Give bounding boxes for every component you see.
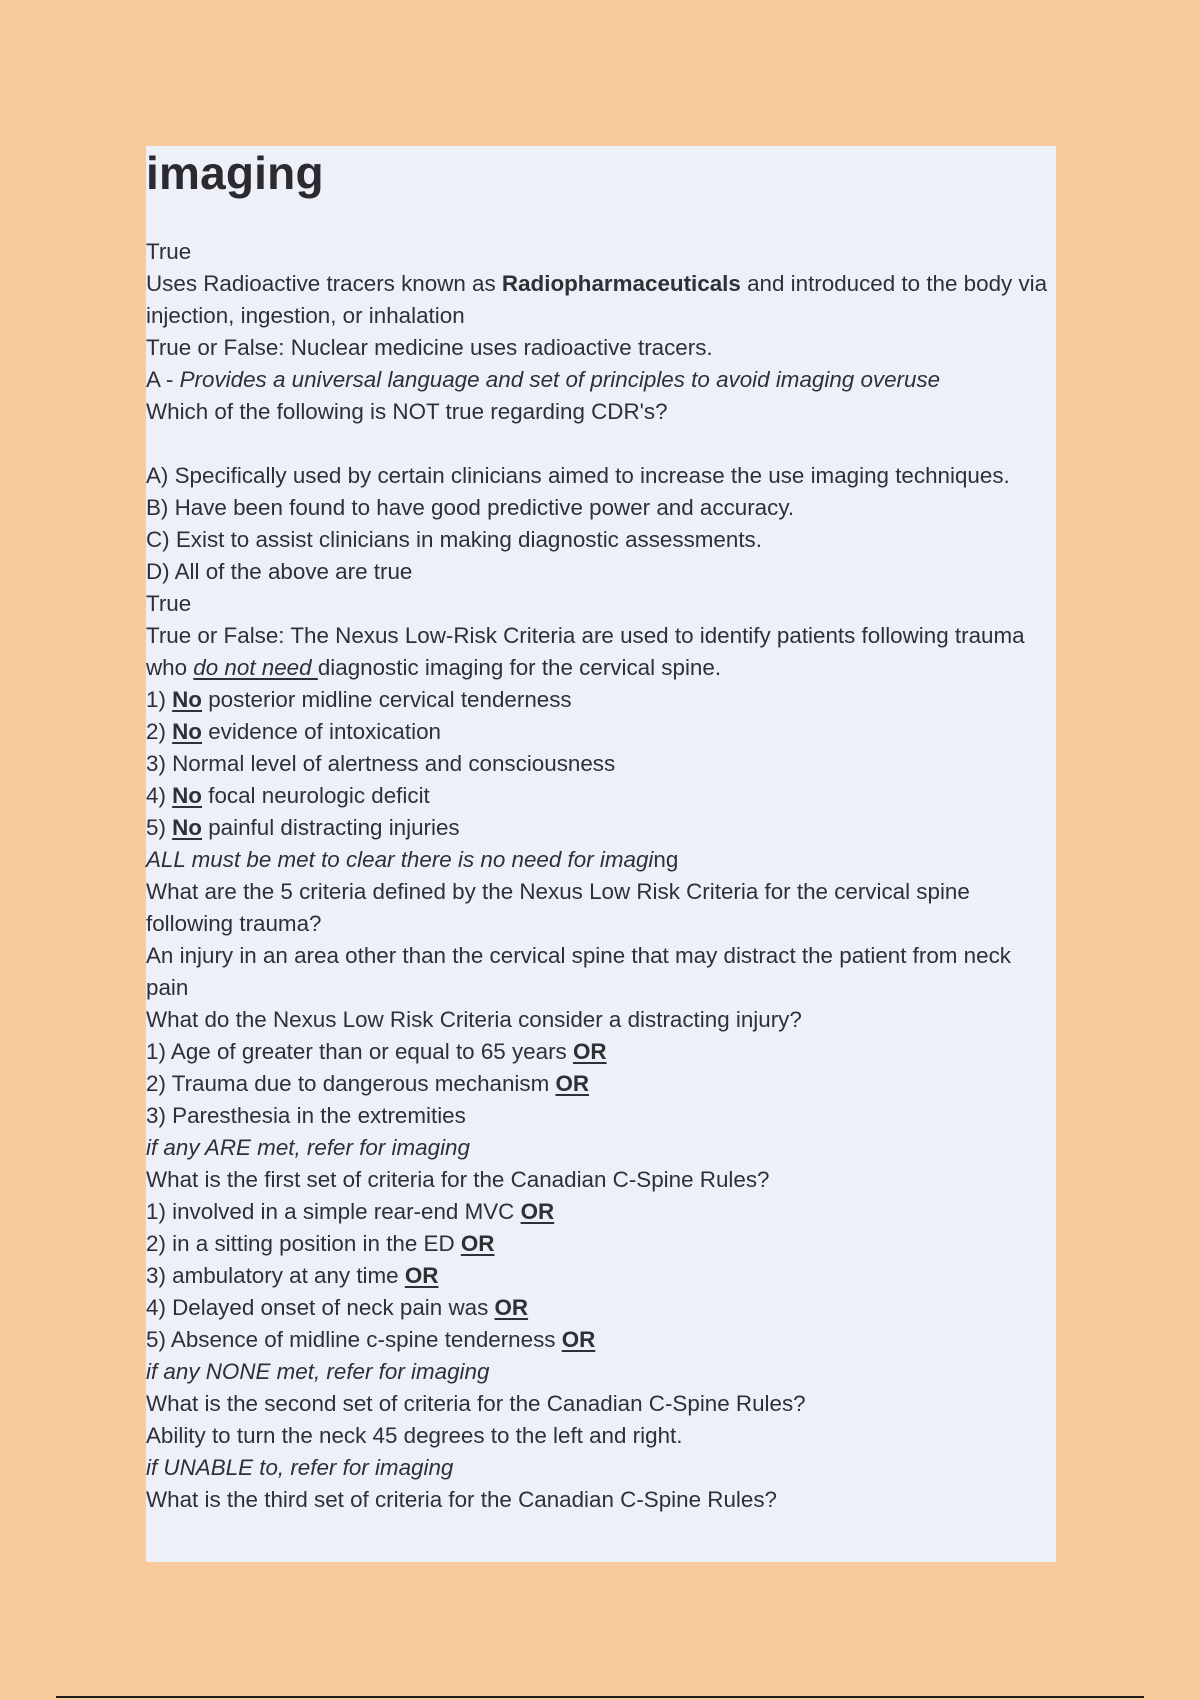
text-run: 2) in a sitting position in the ED: [146, 1231, 461, 1256]
text-line: [146, 812, 1056, 844]
text-run: 4): [146, 783, 173, 808]
flashcard-text: [146, 236, 1056, 1516]
text-run: 1): [146, 687, 173, 712]
text-run: 3) ambulatory at any time: [146, 1263, 405, 1288]
text-run: 1) Age of greater than or equal to 65 years: [146, 1039, 573, 1064]
text-line: True: [146, 239, 192, 264]
text-line: [146, 716, 1056, 748]
bold-term: Radiopharmaceuticals: [501, 271, 741, 296]
text-line: if any ARE met, refer for imaging: [146, 1135, 470, 1160]
bold-underlined-text: OR: [460, 1231, 495, 1256]
text-run: 1) involved in a simple rear-end MVC: [146, 1199, 521, 1224]
bold-underlined-text: No: [172, 687, 202, 712]
text-run: focal neurologic deficit: [202, 783, 430, 808]
text-run: 5) Absence of midline c-spine tenderness: [146, 1327, 562, 1352]
text-line: A) Specifically used by certain clinicians aimed to increase the use imaging techniques.: [146, 463, 1010, 488]
text-line: B) Have been found to have good predictive power and accuracy.: [146, 495, 795, 520]
text-line: [146, 1068, 1056, 1100]
text-run: ng: [653, 847, 679, 872]
text-line: [146, 1260, 1056, 1292]
document-page: [146, 146, 1056, 1562]
text-line: What is the first set of criteria for the Canadian C-Spine Rules?: [146, 1167, 770, 1192]
text-line: 3) Normal level of alertness and consciousness: [146, 751, 616, 776]
bold-underlined-text: OR: [520, 1199, 555, 1224]
bold-underlined-text: OR: [572, 1039, 607, 1064]
text-line: [146, 1324, 1056, 1356]
text-run: 2): [146, 719, 173, 744]
text-line: What is the third set of criteria for the Canadian C-Spine Rules?: [146, 1487, 777, 1512]
text-run: 2) Trauma due to dangerous mechanism: [146, 1071, 556, 1096]
text-line: [146, 844, 1056, 876]
text-line: [146, 1196, 1056, 1228]
text-run: and introduced to the body via injection, ingestion, or inhalation: [146, 271, 1048, 328]
bold-underlined-text: OR: [404, 1263, 439, 1288]
text-line: D) All of the above are true: [146, 559, 413, 584]
footer-divider: [56, 1696, 1144, 1698]
text-line: [146, 1292, 1056, 1324]
italic-text: Provides a universal language and set of principles to avoid imaging overuse: [179, 367, 941, 392]
text-run: 4) Delayed onset of neck pain was: [146, 1295, 495, 1320]
page-title: imaging: [146, 147, 324, 199]
text-line: if UNABLE to, refer for imaging: [146, 1455, 454, 1480]
text-line: [146, 268, 1056, 332]
text-line: 3) Paresthesia in the extremities: [146, 1103, 466, 1128]
italic-underlined-text: do not need: [193, 655, 318, 680]
text-run: painful distracting injuries: [202, 815, 460, 840]
text-line: [146, 620, 1056, 684]
text-line: An injury in an area other than the cervical spine that may distract the patient from neck pain: [146, 943, 1011, 1000]
text-line: C) Exist to assist clinicians in making diagnostic assessments.: [146, 527, 762, 552]
text-run: diagnostic imaging for the cervical spine.: [317, 655, 722, 680]
text-run: evidence of intoxication: [202, 719, 441, 744]
text-run: Uses Radioactive tracers known as: [146, 271, 502, 296]
bold-underlined-text: No: [172, 783, 202, 808]
bold-underlined-text: No: [172, 719, 202, 744]
bold-underlined-text: OR: [561, 1327, 596, 1352]
text-run: A -: [146, 367, 180, 392]
text-line: [146, 1228, 1056, 1260]
text-line: [146, 1036, 1056, 1068]
blank-line: [146, 428, 1056, 460]
text-run: posterior midline cervical tenderness: [202, 687, 572, 712]
bold-underlined-text: No: [172, 815, 202, 840]
text-run: 5): [146, 815, 173, 840]
bold-underlined-text: OR: [555, 1071, 590, 1096]
text-line: [146, 780, 1056, 812]
text-line: True or False: Nuclear medicine uses radioactive tracers.: [146, 335, 713, 360]
text-line: [146, 364, 1056, 396]
text-line: True: [146, 591, 192, 616]
bold-underlined-text: OR: [494, 1295, 529, 1320]
text-line: What are the 5 criteria defined by the Nexus Low Risk Criteria for the cervical spine following trauma?: [146, 879, 970, 936]
text-line: What is the second set of criteria for the Canadian C-Spine Rules?: [146, 1391, 806, 1416]
text-line: [146, 684, 1056, 716]
text-line: Ability to turn the neck 45 degrees to the left and right.: [146, 1423, 683, 1448]
text-line: Which of the following is NOT true regarding CDR's?: [146, 399, 668, 424]
text-line: if any NONE met, refer for imaging: [146, 1359, 490, 1384]
text-line: What do the Nexus Low Risk Criteria consider a distracting injury?: [146, 1007, 802, 1032]
text-run: True or False: The Nexus Low-Risk Criteria are used to identify patients following trauma who: [146, 623, 1025, 680]
italic-text: ALL must be met to clear there is no need for imagi: [146, 847, 654, 872]
